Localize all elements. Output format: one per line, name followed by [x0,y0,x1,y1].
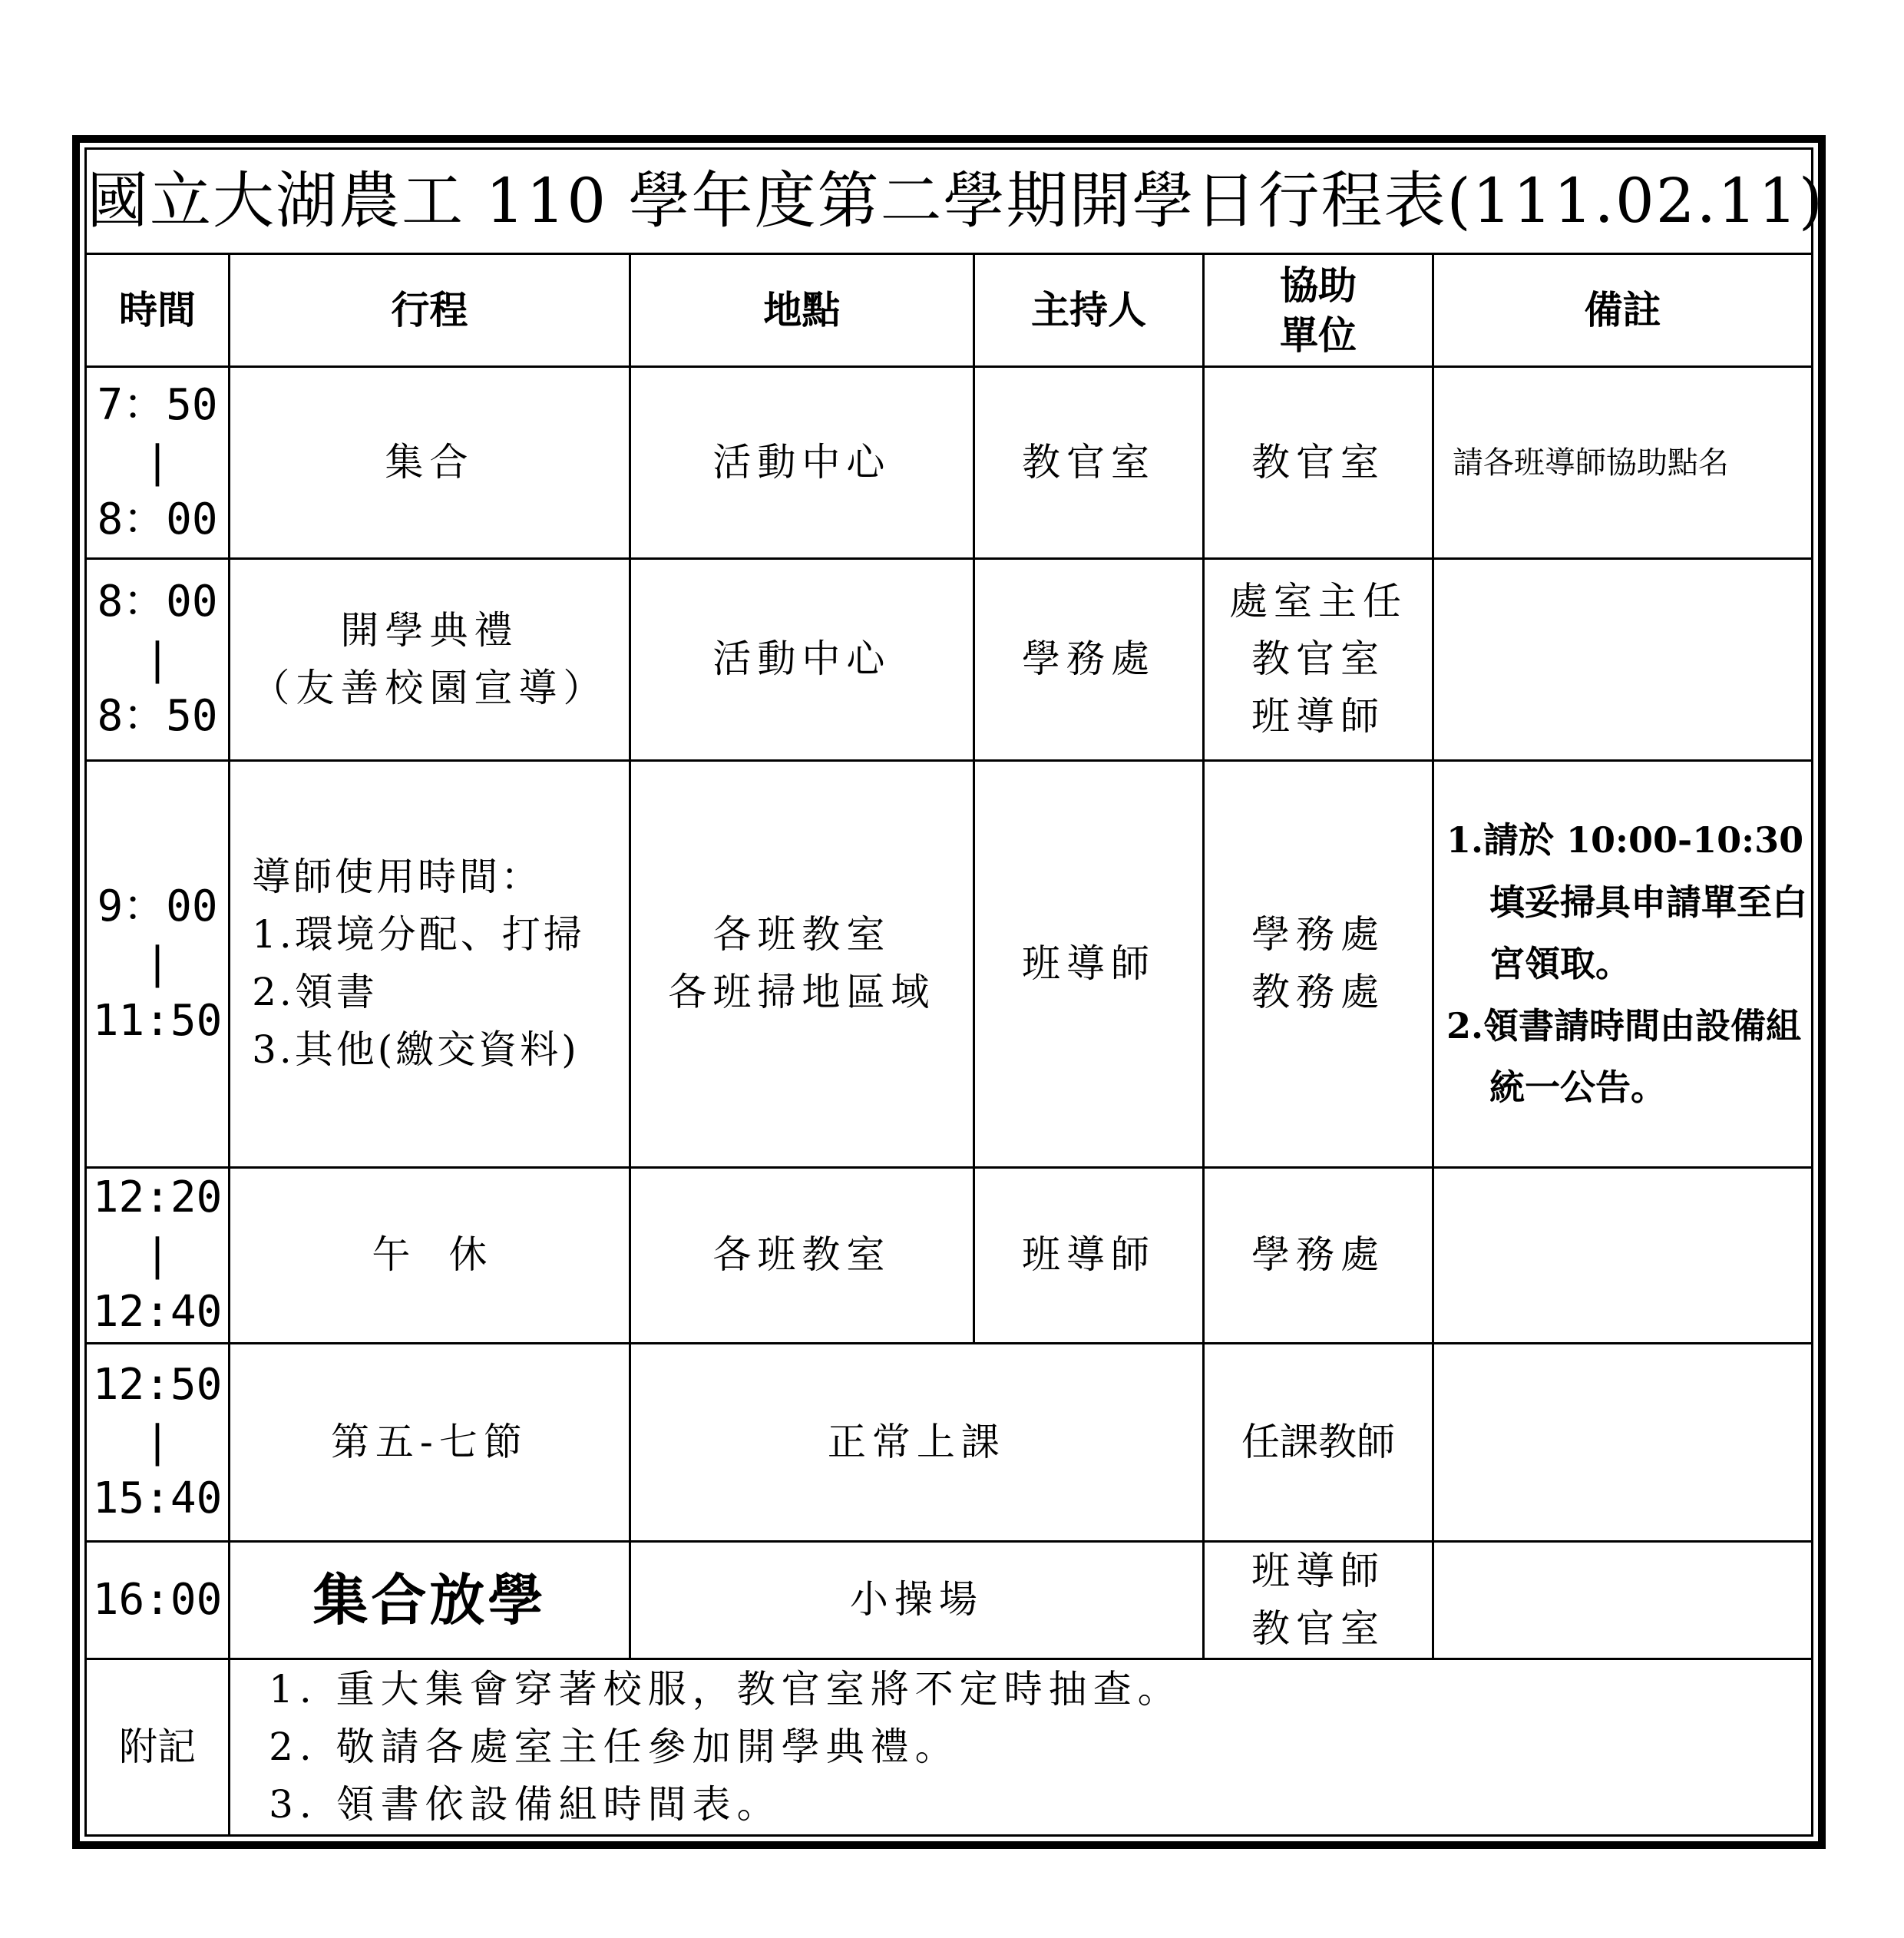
table-row [87,366,1811,558]
remarks-label: 附記 [87,1659,230,1834]
notes-cell: 請各班導師協助點名 [1433,366,1811,558]
schedule-cell: 第五-七節 [230,1343,630,1541]
time-separator: | [144,437,170,488]
notes-cell [1433,760,1811,1168]
header-assist [1204,253,1433,366]
time-start: 12:20 [92,1172,223,1223]
assist-line: 學務處 [1251,912,1385,957]
notes-cell [1433,1541,1811,1659]
time-separator: | [144,1416,170,1467]
location-cell: 活動中心 [630,559,973,760]
title-row [87,150,1811,253]
schedule-cell [230,559,630,760]
remark-item: 3. 領書依設備組時間表。 [269,1782,782,1827]
location-cell: 各班教室 [630,1168,973,1343]
remark-item: 2. 敬請各處室主任參加開學典禮。 [269,1725,960,1770]
schedule-line: 2.領書 [252,970,378,1015]
host-cell: 班導師 [974,760,1204,1168]
header-schedule: 行程 [230,253,630,366]
table-row [87,559,1811,760]
remarks-content [230,1659,1811,1834]
assist-cell [1204,1541,1433,1659]
time-start: 9：00 [97,881,218,931]
header-assist-line2: 單位 [1279,312,1357,358]
location-host-cell: 小操場 [630,1541,1203,1659]
table-row [87,1541,1811,1659]
assist-line: 教官室 [1251,637,1385,682]
note-item: 2.領書請時間由設備組統一公告。 [1446,1004,1801,1109]
schedule-line: （友善校園宣導） [251,665,608,710]
header-notes: 備註 [1433,253,1811,366]
time-end: 15:40 [92,1473,223,1524]
schedule-cell: 午 休 [230,1168,630,1343]
table-row [87,1343,1811,1541]
header-location: 地點 [630,253,973,366]
time-separator: | [144,633,170,684]
schedule-cell: 集合放學 [230,1541,630,1659]
schedule-inner-border [84,147,1825,1837]
document-title: 國立大湖農工 110 學年度第二學期開學日行程表(111.02.11) [87,150,1811,253]
schedule-line: 開學典禮 [340,607,519,653]
header-assist-line1: 協助 [1279,262,1357,308]
location-cell [630,760,973,1168]
table-row [87,760,1811,1168]
time-end: 8：00 [97,494,218,544]
assist-cell [1204,760,1433,1168]
schedule-table [87,150,1825,1834]
assist-line: 班導師 [1251,694,1385,739]
host-cell: 教官室 [974,366,1204,558]
time-cell [87,559,230,760]
assist-cell: 教官室 [1204,366,1433,558]
notes-cell [1433,559,1811,760]
schedule-line: 3.其他(繳交資料) [252,1027,580,1073]
schedule-cell [230,760,630,1168]
schedule-frame [72,135,1826,1849]
time-start: 7：50 [97,379,218,430]
host-cell: 學務處 [974,559,1204,760]
notes-cell [1433,1343,1811,1541]
location-cell: 活動中心 [630,366,973,558]
time-cell [87,760,230,1168]
remarks-row [87,1659,1811,1834]
location-line: 各班教室 [712,912,891,957]
assist-line: 教官室 [1251,1606,1385,1651]
time-separator: | [144,938,170,989]
assist-line: 處室主任 [1228,579,1407,624]
notes-cell [1433,1168,1811,1343]
header-time: 時間 [87,253,230,366]
location-host-cell: 正常上課 [630,1343,1203,1541]
assist-cell: 學務處 [1204,1168,1433,1343]
schedule-line: 1.環境分配、打掃 [252,912,585,957]
time-cell [87,1168,230,1343]
host-cell: 班導師 [974,1168,1204,1343]
time-end: 12:40 [92,1287,223,1338]
note-item: 1.請於 10:00-10:30 填妥掃具申請單至白宮領取。 [1446,819,1807,985]
time-end: 8：50 [97,691,218,742]
assist-line: 班導師 [1251,1548,1385,1593]
time-separator: | [144,1229,170,1280]
assist-line: 教務處 [1251,970,1385,1015]
schedule-cell: 集合 [230,366,630,558]
assist-cell [1204,559,1433,760]
remark-item: 1. 重大集會穿著校服，教官室將不定時抽查。 [269,1667,1182,1712]
table-row [87,1168,1811,1343]
schedule-line: 導師使用時間： [252,855,543,900]
header-host: 主持人 [974,253,1204,366]
time-end: 11:50 [92,995,223,1046]
time-cell: 16:00 [87,1541,230,1659]
assist-cell: 任課教師 [1204,1343,1433,1541]
time-cell [87,366,230,558]
location-line: 各班掃地區域 [668,970,936,1015]
time-start: 12:50 [92,1359,223,1410]
header-row [87,253,1811,366]
time-start: 8：00 [97,577,218,627]
time-cell [87,1343,230,1541]
